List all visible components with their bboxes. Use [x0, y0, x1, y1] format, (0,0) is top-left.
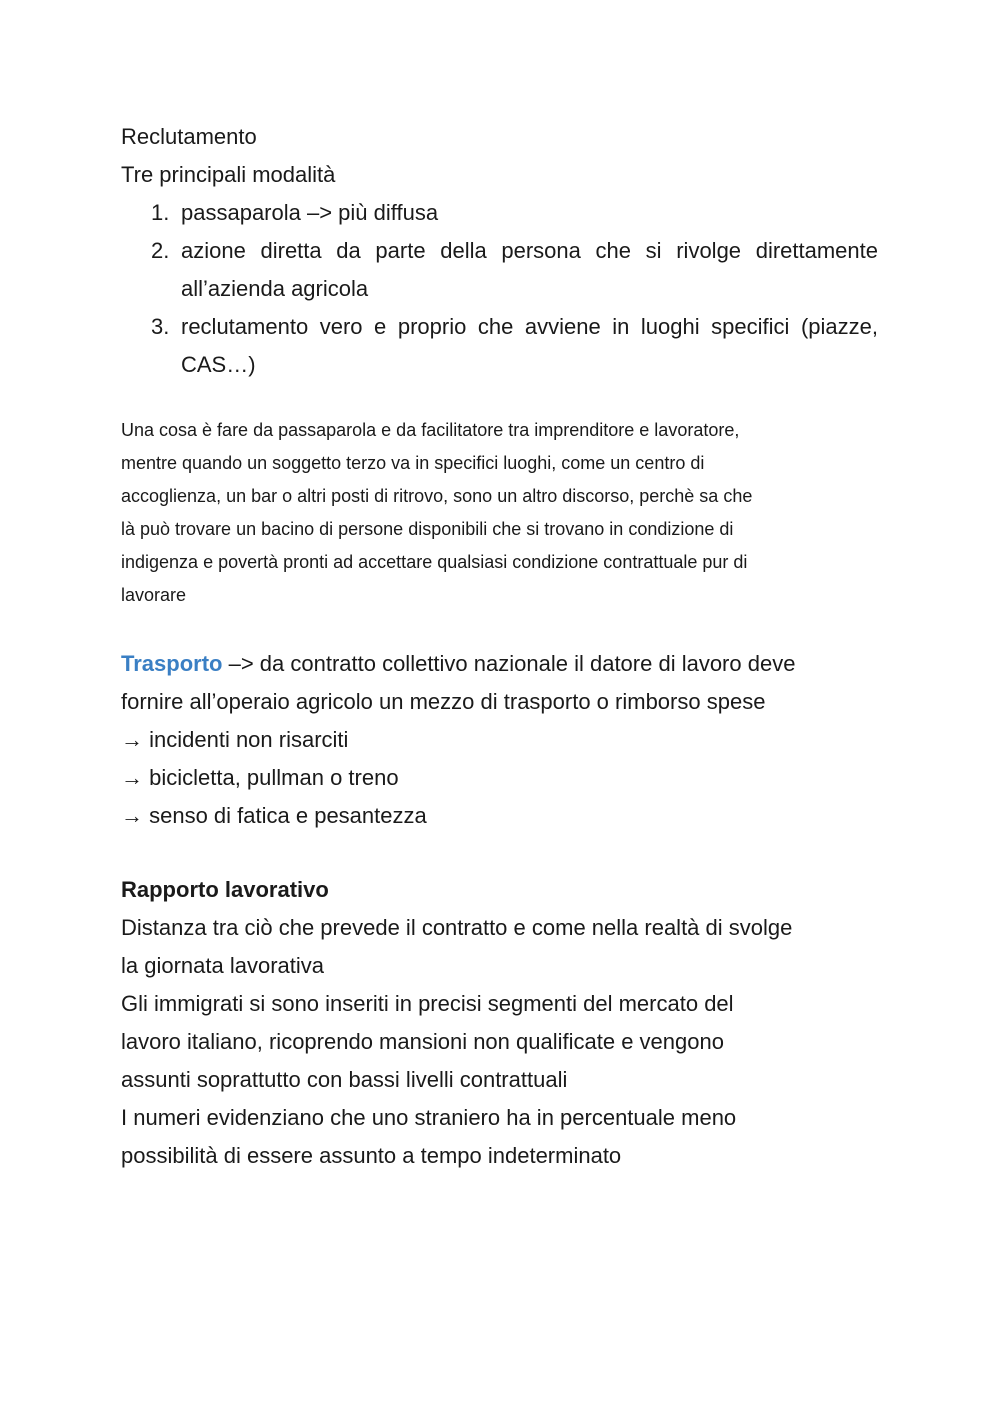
document-page	[121, 118, 878, 1175]
work-line: la giornata lavorativa	[121, 953, 325, 978]
work-line: Distanza tra ciò che prevede il contratto e come nella realtà di svolge	[121, 915, 793, 940]
list-item	[121, 308, 878, 384]
work-line: I numeri evidenziano che uno straniero ha in percentuale meno	[121, 1105, 737, 1130]
paragraph-line: mentre quando un soggetto terzo va in specifici luoghi, come un centro di	[121, 453, 705, 473]
list-item-number: 2.	[151, 238, 170, 263]
work-line: possibilità di essere assunto a tempo indeterminato	[121, 1143, 622, 1168]
transport-title: Trasporto	[121, 651, 223, 676]
paragraph-line: accoglienza, un bar o altri posti di ritrovo, sono un altro discorso, perchè sa che	[121, 486, 753, 506]
paragraph-line: indigenza e povertà pronti ad accettare qualsiasi condizione contrattuale pur di	[121, 552, 748, 572]
transport-intro-text: –> da contratto collettivo nazionale il datore di lavoro deve	[222, 651, 796, 676]
transport-arrow-item: → incidenti non risarciti	[121, 727, 349, 752]
list-item-text: reclutamento vero e proprio che avviene in luoghi specifici (piazze, CAS…)	[181, 314, 878, 377]
list-item-number: 1.	[151, 200, 170, 225]
transport-section	[121, 645, 878, 835]
list-item	[121, 194, 878, 232]
work-line: lavoro italiano, ricoprendo mansioni non qualificate e vengono	[121, 1029, 724, 1054]
quote-paragraph	[121, 414, 878, 612]
list-item	[121, 232, 878, 308]
paragraph-line: lavorare	[121, 585, 187, 605]
recruitment-title: Reclutamento	[121, 124, 257, 149]
recruitment-section	[121, 118, 878, 384]
list-item-text: passaparola –> più diffusa	[181, 200, 439, 225]
paragraph-line: Una cosa è fare da passaparola e da facilitatore tra imprenditore e lavoratore,	[121, 420, 740, 440]
paragraph-line: là può trovare un bacino di persone disponibili che si trovano in condizione di	[121, 519, 734, 539]
work-title: Rapporto lavorativo	[121, 877, 329, 902]
transport-intro	[121, 645, 878, 683]
recruitment-modes-list	[121, 194, 878, 384]
transport-arrow-item: → senso di fatica e pesantezza	[121, 803, 427, 828]
transport-intro-line2: fornire all’operaio agricolo un mezzo di trasporto o rimborso spese	[121, 689, 766, 714]
work-section	[121, 871, 878, 1175]
transport-arrow-item: → bicicletta, pullman o treno	[121, 765, 399, 790]
list-item-text: azione diretta da parte della persona che si rivolge direttamente all’azienda agricola	[181, 238, 878, 301]
list-item-number: 3.	[151, 314, 170, 339]
work-line: Gli immigrati si sono inseriti in precisi segmenti del mercato del	[121, 991, 734, 1016]
work-line: assunti soprattutto con bassi livelli contrattuali	[121, 1067, 568, 1092]
recruitment-subtitle: Tre principali modalità	[121, 162, 336, 187]
